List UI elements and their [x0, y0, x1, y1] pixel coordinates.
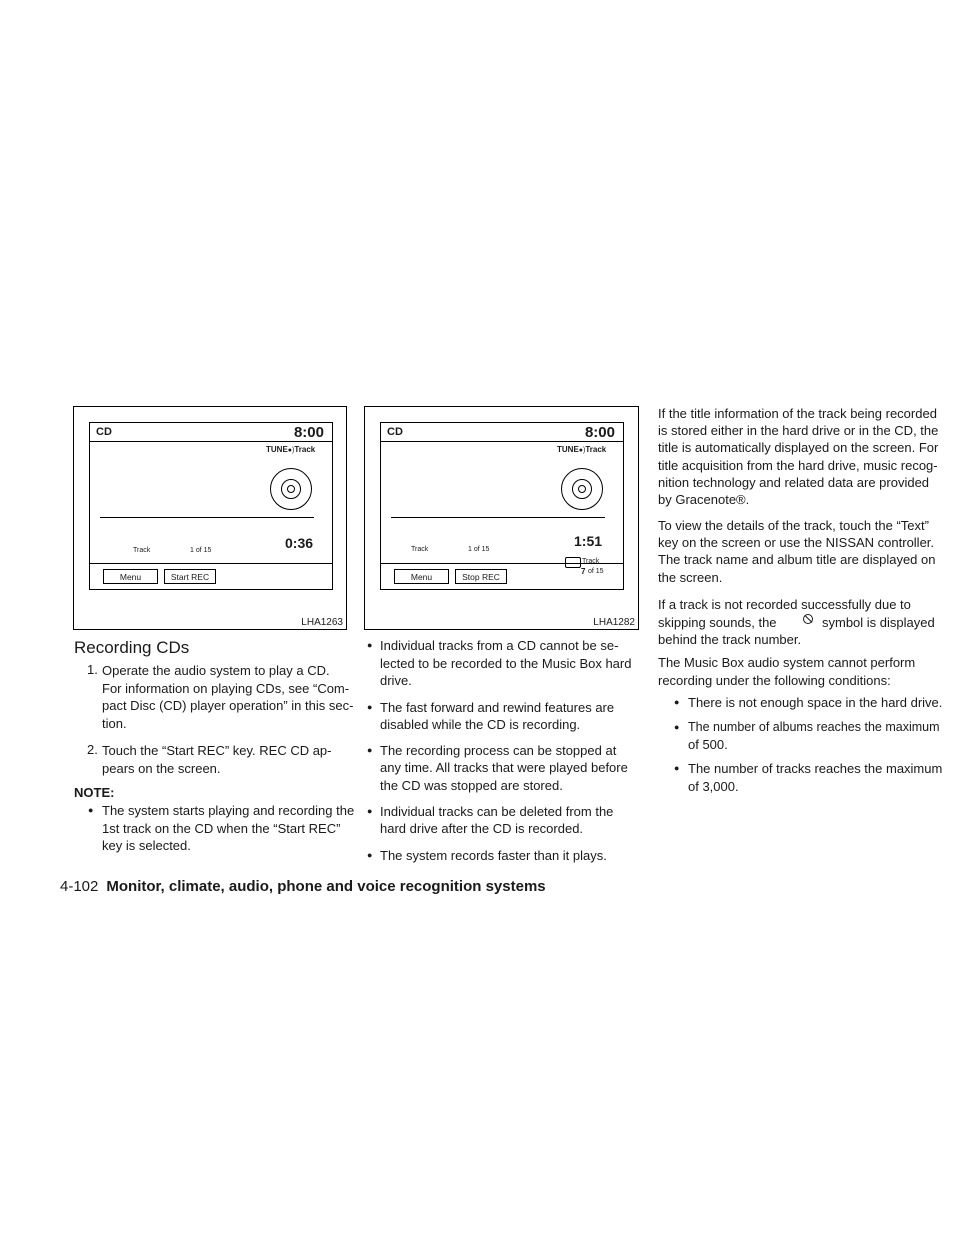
right-para-3-line-3: behind the track number.: [658, 632, 802, 647]
right-para-4-line-2: recording under the following conditions:: [658, 673, 891, 688]
tune-label: TUNE: [557, 445, 579, 454]
step-1-line-1: Operate the audio system to play a CD.: [102, 663, 330, 678]
step-1-number: 1.: [87, 662, 98, 677]
elapsed-time: 0:36: [285, 535, 314, 551]
middle-bullet-3-line-1: The recording process can be stopped at: [380, 743, 617, 758]
step-2-number: 2.: [87, 742, 98, 757]
cd-disc-icon: [270, 468, 312, 510]
divider: [100, 517, 314, 518]
middle-bullet-1-line-3: drive.: [380, 673, 412, 688]
track-label: Track: [411, 546, 429, 553]
rec-track-of: of 15: [588, 568, 604, 575]
page-number: 4-102: [60, 878, 99, 895]
tune-suffix: Track: [294, 445, 316, 454]
bullet-icon: ●: [674, 722, 680, 732]
figure-lha1282: [364, 406, 639, 630]
step-1-line-3: pact Disc (CD) player operation” in this sec-: [102, 698, 354, 713]
cd-screen: [380, 422, 624, 590]
tune-label: TUNE: [266, 445, 288, 454]
section-heading: Recording CDs: [74, 638, 190, 657]
step-1-line-4: tion.: [102, 716, 127, 731]
middle-bullet-1-line-2: lected to be recorded to the Music Box hard: [380, 656, 632, 671]
note-label: NOTE:: [74, 785, 115, 800]
cd-screen: [89, 422, 333, 590]
clock: 8:00: [584, 424, 615, 441]
right-para-3-line-1: If a track is not recorded successfully due to: [658, 597, 911, 612]
tune-knob-icon: ●): [287, 447, 295, 454]
chapter-title: Monitor, climate, audio, phone and voice recognition systems: [106, 878, 546, 895]
elapsed-time: 1:51: [574, 533, 603, 549]
figure-code: LHA1282: [593, 617, 635, 628]
tune-suffix: Track: [585, 445, 607, 454]
screen-title: CD: [387, 426, 403, 438]
right-bullet-2-line-2: of 500.: [688, 737, 728, 752]
screen-header: [381, 423, 623, 442]
note-1-line-1: The system starts playing and recording the: [102, 803, 355, 818]
clock: 8:00: [293, 424, 324, 441]
right-para-1-line-5: nition technology and related data are provided: [658, 475, 930, 490]
figure-code: LHA1263: [301, 617, 343, 628]
right-para-1-line-2: is stored either in the hard drive or in the CD, the: [658, 423, 939, 438]
right-para-3-line-2a: skipping sounds, the: [658, 615, 777, 630]
rec-track-label: Track: [582, 558, 600, 565]
right-para-1-line-6: by Gracenote®.: [658, 492, 750, 507]
track-label: Track: [133, 547, 151, 554]
right-para-2-line-1: To view the details of the track, touch the “Text”: [658, 518, 929, 533]
rec-track-box-icon: [565, 557, 581, 568]
bullet-icon: ●: [367, 640, 373, 650]
right-para-1-line-1: If the title information of the track being recorded: [658, 406, 937, 421]
right-bullet-3-line-1: The number of tracks reaches the maximum: [688, 761, 943, 776]
right-para-2-line-3: The track name and album title are displayed on: [658, 552, 936, 567]
page-footer: [60, 878, 546, 895]
step-2-line-1: Touch the “Start REC” key. REC CD ap-: [102, 743, 332, 758]
middle-bullet-5-line-1: The system records faster than it plays.: [380, 848, 607, 863]
right-bullet-2-line-1: The number of albums reaches the maximum: [688, 720, 940, 734]
right-para-1-line-3: title is automatically displayed on the screen. For: [658, 440, 939, 455]
step-1-line-2: For information on playing CDs, see “Com-: [102, 681, 350, 696]
bullet-icon: ●: [674, 697, 680, 707]
middle-bullet-1-line-1: Individual tracks from a CD cannot be se-: [380, 638, 619, 653]
tune-track-indicator: [557, 445, 606, 454]
right-para-2-line-4: the screen.: [658, 570, 723, 585]
track-position: 1 of 15: [468, 546, 490, 553]
screen-title: CD: [96, 426, 112, 438]
bullet-icon: ●: [367, 806, 373, 816]
middle-bullet-3-line-2: any time. All tracks that were played before: [380, 760, 628, 775]
divider: [391, 517, 605, 518]
figure-lha1263: [73, 406, 347, 630]
bullet-icon: ●: [367, 702, 373, 712]
middle-bullet-4-line-1: Individual tracks can be deleted from the: [380, 804, 614, 819]
screen-header: [90, 423, 332, 442]
menu-button[interactable]: Menu: [394, 569, 449, 584]
menu-button[interactable]: Menu: [103, 569, 158, 584]
start-rec-button[interactable]: Start REC: [164, 569, 216, 584]
bullet-icon: ●: [674, 763, 680, 773]
right-para-1-line-4: title acquisition from the hard drive, music recog-: [658, 458, 938, 473]
step-2-line-2: pears on the screen.: [102, 761, 221, 776]
skip-sound-icon: [803, 614, 813, 624]
cd-disc-icon: [561, 468, 603, 510]
right-para-2-line-2: key on the screen or use the NISSAN controller.: [658, 535, 935, 550]
tune-knob-icon: ●): [578, 447, 586, 454]
note-1-line-2: 1st track on the CD when the “Start REC”: [102, 821, 341, 836]
middle-bullet-2-line-1: The fast forward and rewind features are: [380, 700, 615, 715]
middle-bullet-4-line-2: hard drive after the CD is recorded.: [380, 821, 584, 836]
screen-button-bar: [90, 563, 332, 590]
right-bullet-3-line-2: of 3,000.: [688, 779, 739, 794]
right-para-3-line-2b: symbol is displayed: [822, 615, 935, 630]
tune-track-indicator: [266, 445, 315, 454]
bullet-icon: ●: [367, 850, 373, 860]
bullet-icon: ●: [367, 745, 373, 755]
stop-rec-button[interactable]: Stop REC: [455, 569, 507, 584]
middle-bullet-3-line-3: the CD was stopped are stored.: [380, 778, 563, 793]
note-1-line-3: key is selected.: [102, 838, 191, 853]
bullet-icon: ●: [88, 805, 94, 815]
middle-bullet-2-line-2: disabled while the CD is recording.: [380, 717, 581, 732]
track-position: 1 of 15: [190, 547, 212, 554]
right-para-4-line-1: The Music Box audio system cannot perform: [658, 655, 916, 670]
right-bullet-1-line-1: There is not enough space in the hard drive.: [688, 695, 943, 710]
screen-button-bar: [381, 563, 623, 590]
rec-track-number: 7: [581, 567, 586, 576]
